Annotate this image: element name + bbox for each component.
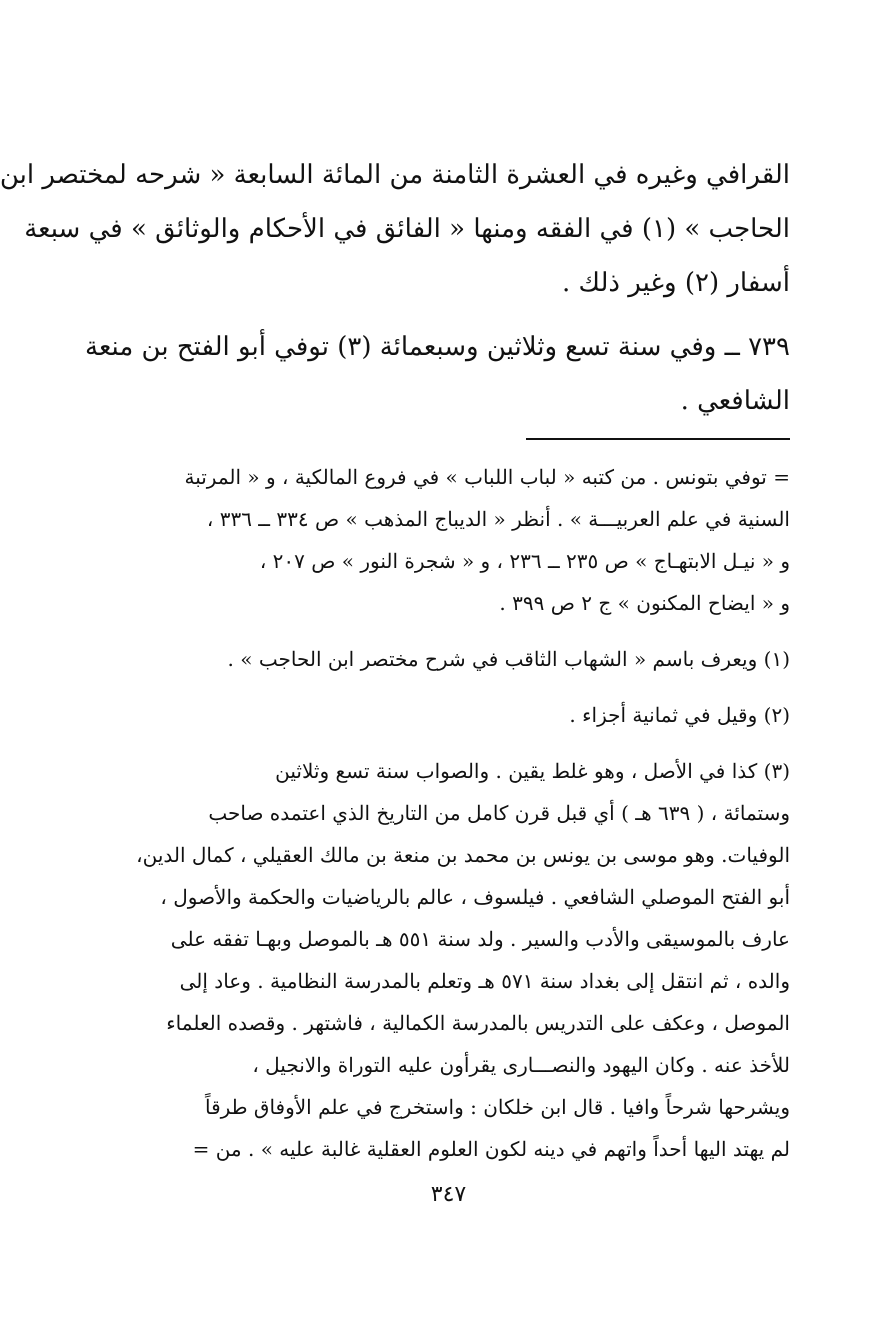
footnotes-block — [114, 456, 790, 1170]
footnote-3-line: ويشرحها شرحاً وافيا . قال ابن خلكان : واستخرج في علم الأوفاق طرقاً — [204, 1095, 790, 1119]
footnote-3-line: (٣) كذا في الأصل ، وهو غلط يقين . والصواب سنة تسع وثلاثين — [275, 759, 790, 783]
main-text-block — [0, 148, 790, 428]
footnote-3-line: لم يهتد اليها أحداً واتهم في دينه لكون العلوم العقلية غالبة عليه » . من = — [192, 1137, 790, 1161]
footnote-3-line: للأخذ عنه . وكان اليهود والنصـــارى يقرأون عليه التوراة والانجيل ، — [252, 1053, 790, 1077]
footnote-continuation-line: و « نيـل الابتهـاج » ص ٢٣٥ ــ ٢٣٦ ، و « شجرة النور » ص ٢٠٧ ، — [259, 549, 790, 573]
page-number: ٣٤٧ — [430, 1182, 467, 1207]
footnote-2: (٢) وقيل في ثمانية أجزاء . — [569, 703, 790, 727]
footnote-1: (١) ويعرف باسم « الشهاب الثاقب في شرح مختصر ابن الحاجب » . — [227, 647, 790, 671]
footnote-continuation-line: = توفي بتونس . من كتبه « لباب اللباب » في فروع المالكية ، و « المرتبة — [184, 465, 790, 489]
footnote-continuation-line: و « ايضاح المكنون » ج ٢ ص ٣٩٩ . — [499, 591, 790, 615]
main-text-line: أسفار (٢) وغير ذلك . — [562, 268, 790, 298]
footnote-3-line: الوفيات. وهو موسى بن يونس بن محمد بن منعة بن مالك العقيلي ، كمال الدين، — [136, 843, 790, 867]
footnote-continuation-line: السنية في علم العربيـــة » . أنظر « الديباج المذهب » ص ٣٣٤ ــ ٣٣٦ ، — [206, 507, 790, 531]
footnote-separator — [526, 438, 790, 440]
footnote-3-line: الموصل ، وعكف على التدريس بالمدرسة الكمالية ، فاشتهر . وقصده العلماء — [166, 1011, 790, 1035]
main-text-line: الشافعي . — [680, 386, 790, 416]
main-text-line: القرافي وغيره في العشرة الثامنة من المائة السابعة « شرحه لمختصر ابن — [0, 160, 790, 190]
main-text-line: ٧٣٩ ــ وفي سنة تسع وثلاثين وسبعمائة (٣) توفي أبو الفتح بن منعة — [85, 332, 790, 362]
footnote-3-line: عارف بالموسيقى والأدب والسير . ولد سنة ٥٥١ هـ بالموصل وبهـا تفقه على — [170, 927, 790, 951]
main-text-line: الحاجب » (١) في الفقه ومنها « الفائق في الأحكام والوثائق » في سبعة — [24, 214, 790, 244]
footnote-3-line: والده ، ثم انتقل إلى بغداد سنة ٥٧١ هـ وتعلم بالمدرسة النظامية . وعاد إلى — [179, 969, 790, 993]
footnote-3-line: وستمائة ، ( ٦٣٩ هـ ) أي قبل قرن كامل من التاريخ الذي اعتمده صاحب — [208, 801, 790, 825]
footnote-3-line: أبو الفتح الموصلي الشافعي . فيلسوف ، عالم بالرياضيات والحكمة والأصول ، — [160, 885, 790, 909]
